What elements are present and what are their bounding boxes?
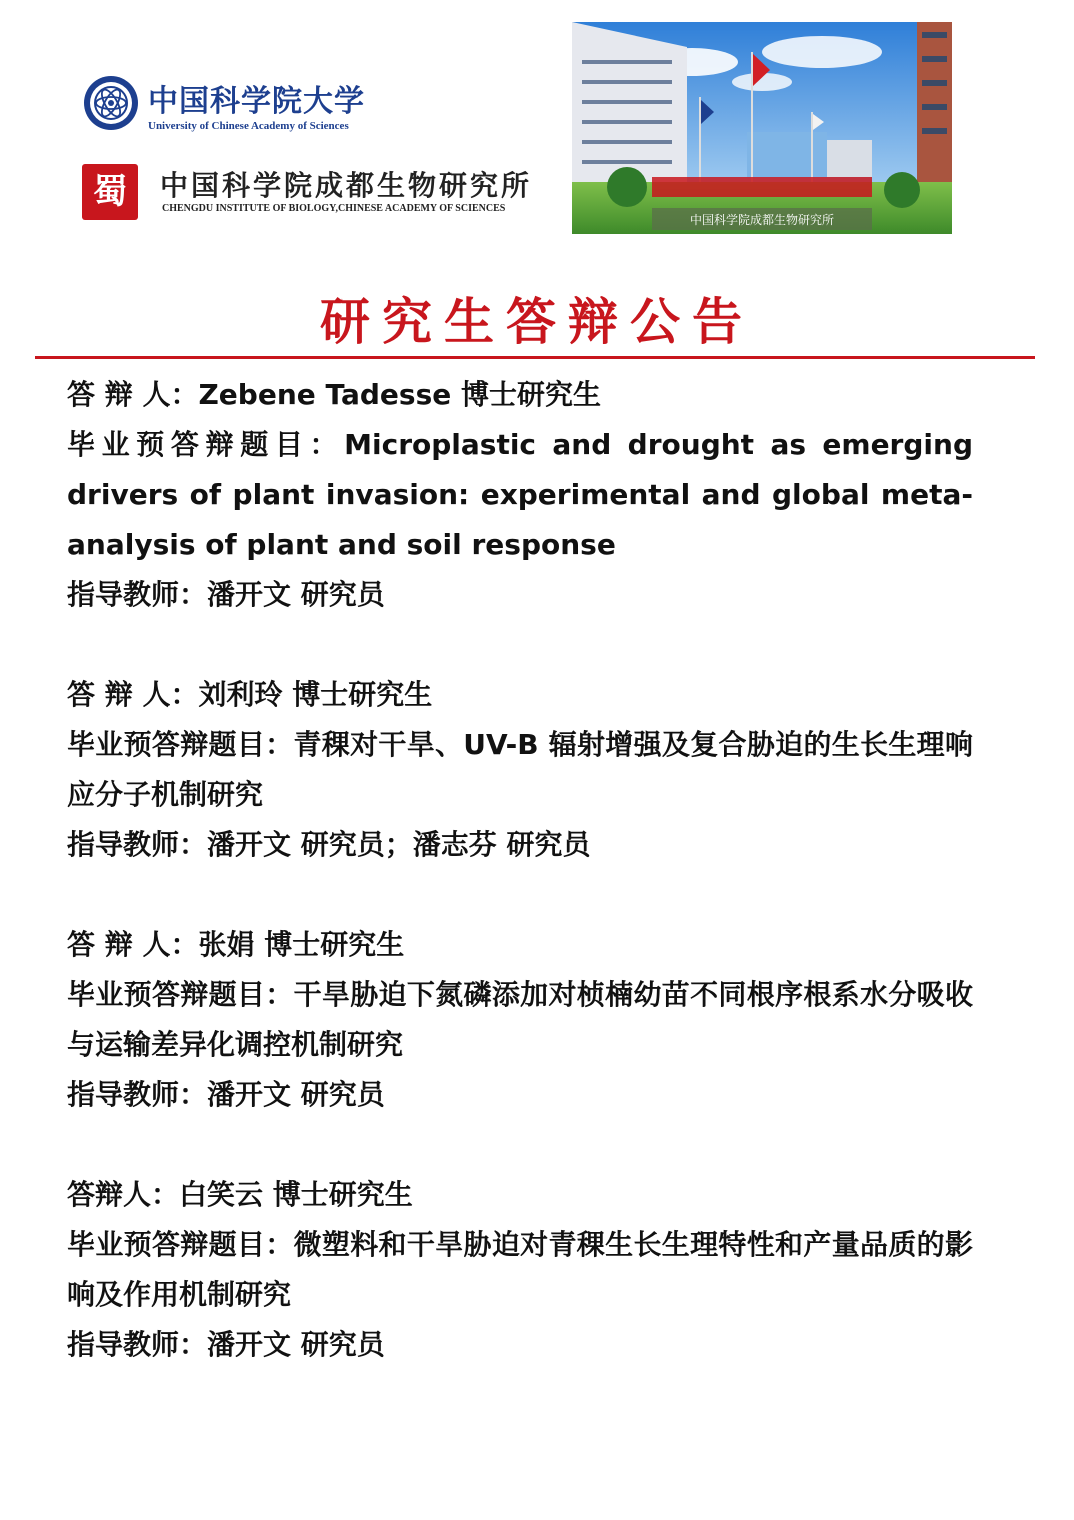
advisor-name: 潘开文 研究员 — [207, 1078, 385, 1111]
advisor-name: 潘开文 研究员；潘志芬 研究员 — [207, 828, 591, 861]
header — [0, 0, 1074, 260]
defense-entry — [67, 1170, 973, 1370]
topic-label: 毕业预答辩题目： — [67, 428, 345, 461]
advisor-line — [67, 570, 973, 620]
cib-name-cn: 中国科学院成都生物研究所 — [160, 169, 533, 202]
defense-entry — [67, 920, 973, 1120]
defender-label: 答辩人： — [67, 1178, 180, 1211]
topic-text: 干旱胁迫下氮磷添加对桢楠幼苗不同根序根系水分吸收与运输差异化调控机制研究 — [67, 978, 973, 1061]
advisor-line — [67, 820, 973, 870]
title-divider — [35, 356, 1035, 359]
ucas-logo — [82, 74, 382, 136]
defender-line — [67, 670, 973, 720]
defense-entry — [67, 670, 973, 870]
defense-entry — [67, 370, 973, 620]
topic-line — [67, 970, 973, 1070]
ucas-seal-icon — [82, 74, 140, 132]
defender-name: Zebene Tadesse 博士研究生 — [198, 378, 601, 411]
advisor-label: 指导教师： — [67, 578, 208, 611]
advisor-label: 指导教师： — [67, 1078, 208, 1111]
topic-text: 青稞对干旱、UV-B 辐射增强及复合胁迫的生长生理响应分子机制研究 — [67, 728, 973, 811]
photo-sign-text: 中国科学院成都生物研究所 — [689, 213, 835, 227]
advisor-line — [67, 1320, 973, 1370]
topic-text: Microplastic and drought as emerging drivers of plant invasion: experimental and global meta-analysis of plant and soil response — [67, 428, 973, 561]
topic-label: 毕业预答辩题目： — [67, 728, 294, 761]
campus-photo — [572, 22, 952, 234]
ucas-name-en: University of Chinese Academy of Sciences — [148, 120, 349, 132]
defender-name: 张娟 博士研究生 — [198, 928, 405, 961]
advisor-name: 潘开文 研究员 — [207, 1328, 385, 1361]
defender-line — [67, 370, 973, 420]
topic-line — [67, 420, 973, 570]
defender-name: 刘利玲 博士研究生 — [198, 678, 433, 711]
topic-label: 毕业预答辩题目： — [67, 978, 294, 1011]
advisor-label: 指导教师： — [67, 1328, 208, 1361]
topic-line — [67, 720, 973, 820]
ucas-name-cn: 中国科学院大学 — [148, 84, 365, 119]
cib-seal: 蜀 — [82, 164, 138, 220]
cib-logo — [82, 160, 542, 222]
topic-text: 微塑料和干旱胁迫对青稞生长生理特性和产量品质的影响及作用机制研究 — [67, 1228, 973, 1311]
announcement-body — [67, 370, 973, 1420]
defender-label: 答 辩 人： — [67, 378, 199, 411]
cib-name-en: CHENGDU INSTITUTE OF BIOLOGY,CHINESE ACADEMY OF SCIENCES — [162, 203, 506, 214]
page-title: 研究生答辩公告 — [320, 292, 754, 351]
defender-name: 白笑云 博士研究生 — [179, 1178, 413, 1211]
topic-label: 毕业预答辩题目： — [67, 1228, 294, 1261]
defender-line — [67, 1170, 973, 1220]
defender-line — [67, 920, 973, 970]
topic-line — [67, 1220, 973, 1320]
advisor-label: 指导教师： — [67, 828, 208, 861]
advisor-line — [67, 1070, 973, 1120]
defender-label: 答 辩 人： — [67, 678, 199, 711]
defender-label: 答 辩 人： — [67, 928, 199, 961]
advisor-name: 潘开文 研究员 — [207, 578, 385, 611]
